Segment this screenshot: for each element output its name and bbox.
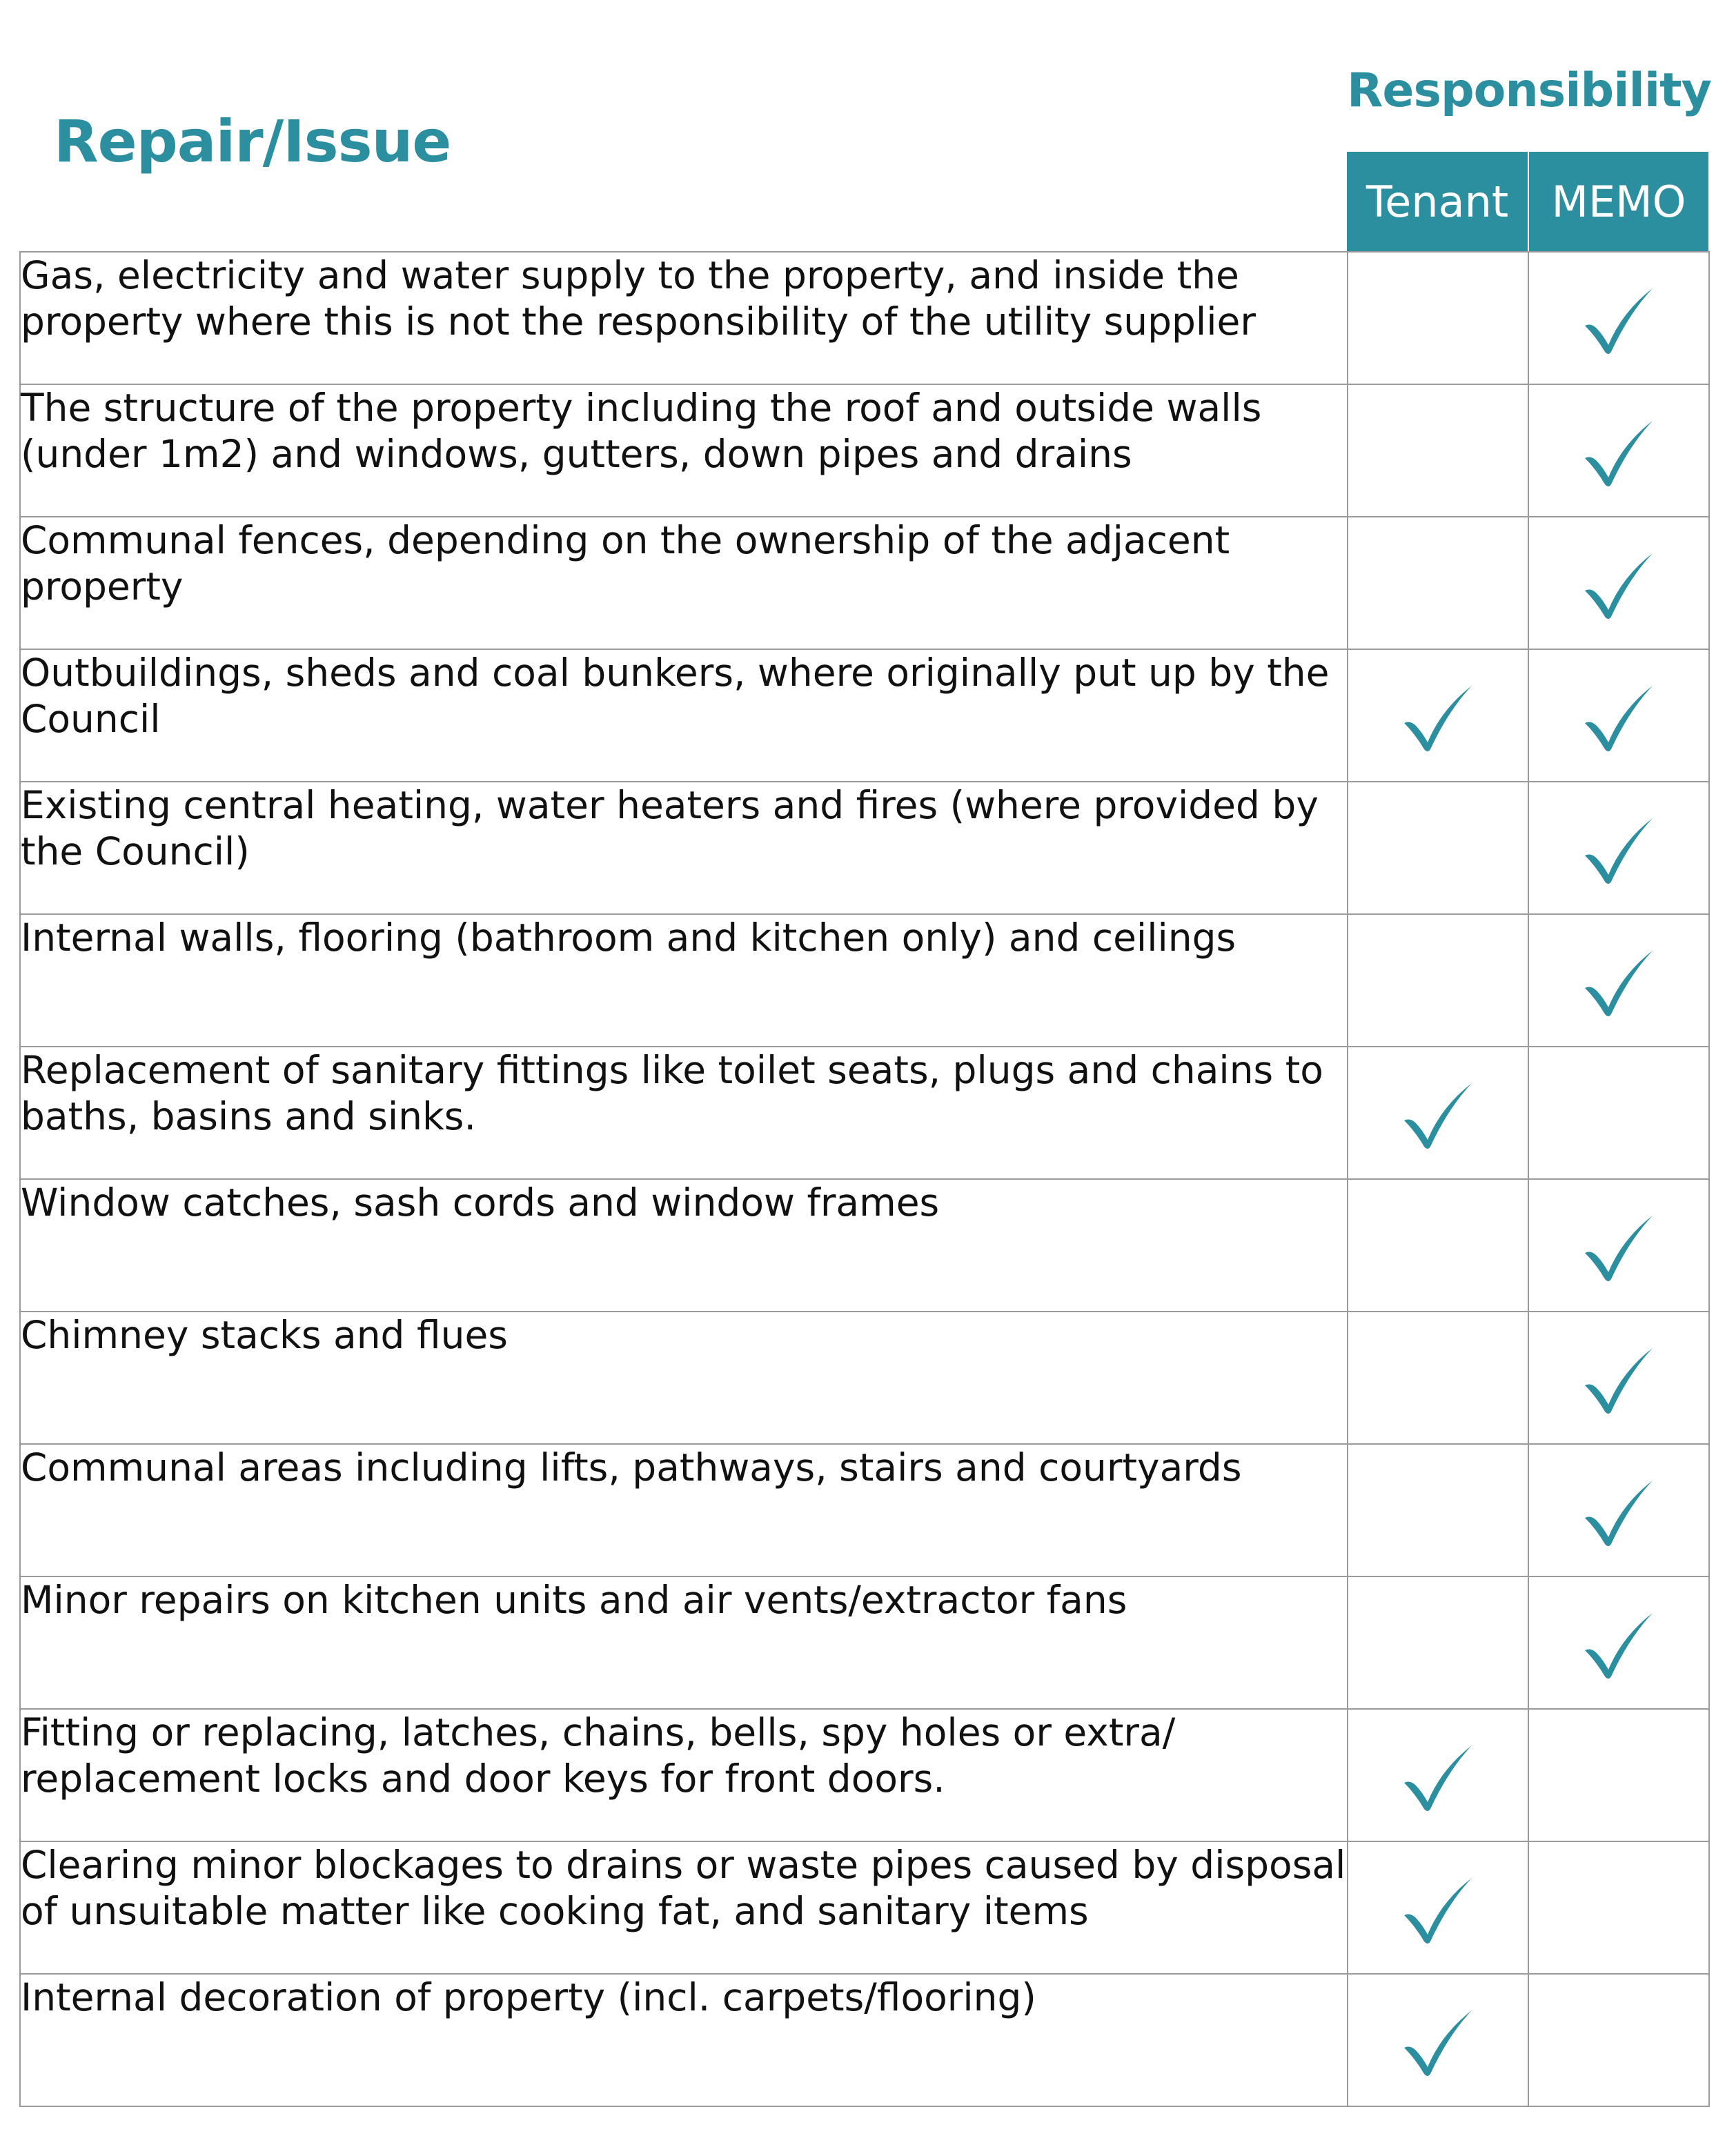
issue-text: Internal walls, flooring (bathroom and kitchen only) and ceilings — [20, 914, 1348, 1047]
check-icon — [1581, 1476, 1657, 1548]
memo-cell — [1528, 1312, 1709, 1444]
tenant-cell — [1348, 1444, 1528, 1576]
memo-cell — [1528, 252, 1709, 384]
issue-text: Chimney stacks and flues — [20, 1312, 1348, 1444]
table-row — [20, 252, 1709, 384]
table-row — [20, 782, 1709, 914]
issue-text: Window catches, sash cords and window frames — [20, 1179, 1348, 1312]
column-header-tenant: Tenant — [1347, 152, 1528, 251]
tenant-cell — [1348, 384, 1528, 517]
tenant-cell — [1348, 1974, 1528, 2106]
issue-text: The structure of the property including the roof and outside walls (under 1m2) and windows, gutters, down pipes and drains — [20, 384, 1348, 517]
issue-text: Fitting or replacing, latches, chains, bells, spy holes or extra/ replacement locks and door keys for front doors. — [20, 1709, 1348, 1841]
table-row — [20, 517, 1709, 649]
memo-cell — [1528, 1179, 1709, 1312]
check-icon — [1581, 1211, 1657, 1283]
tenant-cell — [1348, 782, 1528, 914]
table-row — [20, 649, 1709, 782]
issue-text: Clearing minor blockages to drains or waste pipes caused by disposal of unsuitable matter like cooking fat, and sanitary items — [20, 1841, 1348, 1974]
issue-text: Internal decoration of property (incl. carpets/flooring) — [20, 1974, 1348, 2106]
tenant-cell — [1348, 1709, 1528, 1841]
tenant-cell — [1348, 252, 1528, 384]
tenant-cell — [1348, 1312, 1528, 1444]
check-icon — [1400, 1874, 1476, 1946]
check-icon — [1581, 417, 1657, 488]
issue-text: Communal fences, depending on the ownership of the adjacent property — [20, 517, 1348, 649]
check-icon — [1581, 1609, 1657, 1681]
tenant-cell — [1348, 649, 1528, 782]
issue-text: Gas, electricity and water supply to the property, and inside the property where this is not the responsibility of the utility supplier — [20, 252, 1348, 384]
table-row — [20, 1974, 1709, 2106]
tenant-cell — [1348, 517, 1528, 649]
check-icon — [1581, 814, 1657, 886]
table-row — [20, 914, 1709, 1047]
issue-text: Replacement of sanitary fittings like toilet seats, plugs and chains to baths, basins and sinks. — [20, 1047, 1348, 1179]
memo-cell — [1528, 1444, 1709, 1576]
table-row — [20, 1312, 1709, 1444]
responsibility-table — [19, 251, 1710, 2107]
issue-text: Outbuildings, sheds and coal bunkers, where originally put up by the Council — [20, 649, 1348, 782]
check-icon — [1581, 549, 1657, 621]
check-icon — [1400, 1741, 1476, 1813]
memo-cell — [1528, 1974, 1709, 2106]
memo-cell — [1528, 649, 1709, 782]
table-row — [20, 1179, 1709, 1312]
memo-cell — [1528, 1841, 1709, 1974]
responsibility-heading: Responsibility — [1347, 63, 1711, 118]
check-icon — [1581, 947, 1657, 1018]
check-icon — [1400, 682, 1476, 753]
memo-cell — [1528, 914, 1709, 1047]
tenant-cell — [1348, 1179, 1528, 1312]
table-row — [20, 1841, 1709, 1974]
page-title: Repair/Issue — [54, 108, 451, 175]
check-icon — [1581, 1344, 1657, 1416]
check-icon — [1581, 284, 1657, 356]
check-icon — [1581, 682, 1657, 753]
check-icon — [1400, 1079, 1476, 1151]
table-body — [20, 252, 1709, 2106]
table-row — [20, 384, 1709, 517]
tenant-cell — [1348, 1841, 1528, 1974]
memo-cell — [1528, 1576, 1709, 1709]
table-row — [20, 1047, 1709, 1179]
table-row — [20, 1709, 1709, 1841]
memo-cell — [1528, 782, 1709, 914]
issue-text: Communal areas including lifts, pathways, stairs and courtyards — [20, 1444, 1348, 1576]
table-row — [20, 1444, 1709, 1576]
issue-text: Existing central heating, water heaters and fires (where provided by the Council) — [20, 782, 1348, 914]
memo-cell — [1528, 517, 1709, 649]
tenant-cell — [1348, 1576, 1528, 1709]
issue-text: Minor repairs on kitchen units and air vents/extractor fans — [20, 1576, 1348, 1709]
memo-cell — [1528, 1709, 1709, 1841]
tenant-cell — [1348, 1047, 1528, 1179]
column-header-memo: MEMO — [1529, 152, 1708, 251]
memo-cell — [1528, 384, 1709, 517]
memo-cell — [1528, 1047, 1709, 1179]
table-row — [20, 1576, 1709, 1709]
check-icon — [1400, 2006, 1476, 2078]
tenant-cell — [1348, 914, 1528, 1047]
